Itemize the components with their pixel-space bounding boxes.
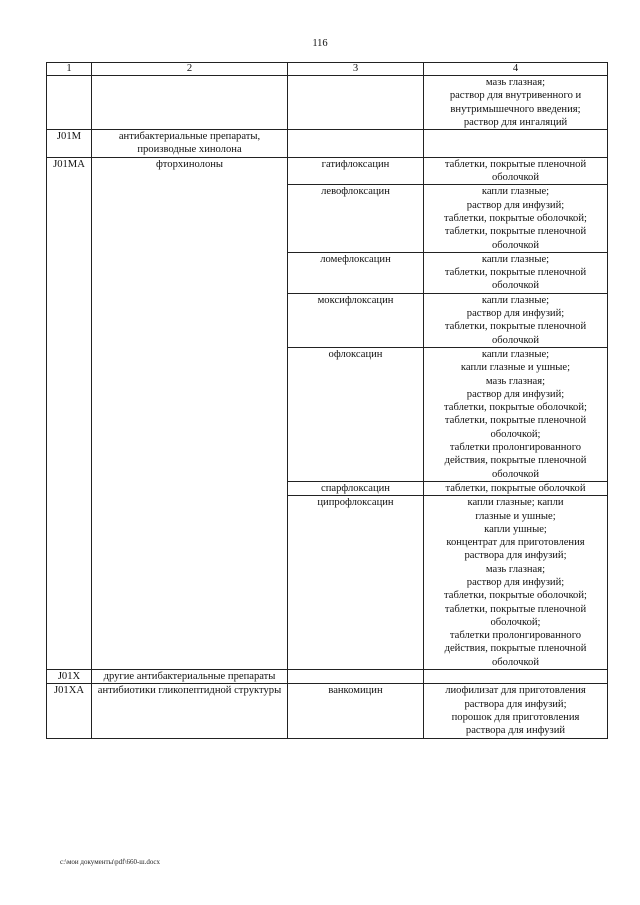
drug-name-cell: офлоксацин [288, 347, 424, 481]
dosage-form-line: мазь глазная; [485, 563, 546, 575]
column-header: 4 [424, 63, 608, 76]
dosage-forms-cell [424, 130, 608, 158]
table-header-row [47, 63, 608, 76]
dosage-form-line: таблетки, покрытые пленочной [444, 158, 587, 170]
dosage-forms-cell [424, 76, 608, 130]
dosage-form-line: мазь глазная; [485, 77, 546, 88]
table-row [47, 130, 608, 158]
atc-code-cell [47, 76, 92, 130]
dosage-form-line: таблетки пролонгированного [449, 630, 582, 642]
drug-name-cell [288, 670, 424, 684]
page-number: 116 [312, 38, 328, 49]
dosage-form-line: оболочкой [491, 334, 540, 346]
footer-file-path: c:\мои документы\pdf\660-ш.docx [60, 858, 161, 866]
dosage-form-line: раствор для инфузий; [466, 388, 565, 400]
dosage-form-line: капли глазные; [481, 294, 550, 306]
drug-table [46, 62, 608, 739]
dosage-form-line: оболочкой [491, 172, 540, 184]
dosage-forms-cell [424, 496, 608, 670]
table-row [47, 670, 608, 684]
dosage-form-line: мазь глазная; [485, 375, 546, 387]
drug-name-cell: гатифлоксацин [288, 157, 424, 185]
dosage-form-line: раствор для ингаляций [463, 116, 568, 128]
dosage-form-line: лиофилизат для приготовления [445, 685, 586, 697]
column-header: 2 [92, 63, 288, 76]
dosage-form-line: капли ушные; [484, 523, 547, 535]
drug-name-cell: ломефлоксацин [288, 252, 424, 293]
column-header: 3 [288, 63, 424, 76]
dosage-form-line: оболочкой; [490, 428, 541, 440]
dosage-forms-cell [424, 670, 608, 684]
dosage-forms-cell [424, 185, 608, 252]
drug-name-cell: левофлоксацин [288, 185, 424, 252]
column-header: 1 [47, 63, 92, 76]
drug-name-cell [288, 76, 424, 130]
dosage-form-line: капли глазные; капли [467, 497, 564, 509]
dosage-form-line: внутримышечного введения; [450, 103, 581, 115]
atc-code-cell: J01M [47, 130, 92, 158]
dosage-form-line: таблетки, покрытые пленочной [444, 415, 587, 427]
dosage-form-line: глазные и ушные; [475, 510, 556, 522]
dosage-form-line: таблетки, покрытые пленочной [444, 321, 587, 333]
dosage-form-line: таблетки пролонгированного [449, 442, 582, 454]
dosage-form-line: таблетки, покрытые оболочкой; [444, 212, 587, 224]
dosage-form-line: капли глазные; [481, 186, 550, 198]
dosage-form-line: раствора для инфузий [465, 725, 566, 737]
dosage-forms-cell [424, 347, 608, 481]
dosage-form-line: раствор для инфузий; [466, 576, 565, 588]
dosage-form-line: оболочкой [491, 468, 540, 480]
dosage-form-line: таблетки, покрытые пленочной [444, 603, 587, 615]
dosage-form-line: таблетки, покрытые пленочной [444, 267, 587, 279]
group-name-cell: фторхинолоны [92, 157, 288, 669]
dosage-form-line: порошок для приготовления [451, 711, 580, 723]
dosage-forms-cell [424, 252, 608, 293]
dosage-form-line: раствор для инфузий; [466, 199, 565, 211]
table-row [47, 684, 608, 738]
dosage-forms-cell [424, 481, 608, 495]
dosage-form-line: таблетки, покрытые оболочкой; [444, 402, 587, 414]
dosage-form-line: оболочкой [491, 280, 540, 292]
dosage-form-line: таблетки, покрытые оболочкой [445, 482, 586, 494]
group-name-cell: антибиотики гликопептидной структуры [92, 684, 288, 738]
dosage-forms-cell [424, 293, 608, 347]
atc-code-cell: J01MA [47, 157, 92, 669]
dosage-forms-cell [424, 684, 608, 738]
drug-name-cell: спарфлоксацин [288, 481, 424, 495]
dosage-form-line: таблетки, покрытые оболочкой; [444, 590, 587, 602]
dosage-form-line: раствор для внутривенного и [449, 90, 582, 102]
dosage-form-line: раствор для инфузий; [466, 308, 565, 320]
drug-name-cell: моксифлоксацин [288, 293, 424, 347]
atc-code-cell: J01X [47, 670, 92, 684]
dosage-form-line: раствора для инфузий; [464, 698, 567, 710]
group-name-cell: другие антибактериальные препараты [92, 670, 288, 684]
dosage-form-line: оболочкой [491, 656, 540, 668]
dosage-form-line: оболочкой; [490, 616, 541, 628]
dosage-form-line: раствора для инфузий; [464, 550, 567, 562]
table-row [47, 157, 608, 185]
dosage-form-line: действия, покрытые пленочной [444, 455, 587, 467]
atc-code-cell: J01XA [47, 684, 92, 738]
dosage-forms-cell [424, 157, 608, 185]
drug-name-cell [288, 130, 424, 158]
group-name-cell: антибактериальные препараты, производные хинолона [92, 130, 288, 158]
drug-name-cell: ципрофлоксацин [288, 496, 424, 670]
dosage-form-line: таблетки, покрытые пленочной [444, 226, 587, 238]
dosage-form-line: концентрат для приготовления [446, 537, 585, 549]
group-name-cell [92, 76, 288, 130]
dosage-form-line: капли глазные; [481, 253, 550, 265]
drug-name-cell: ванкомицин [288, 684, 424, 738]
dosage-form-line: капли глазные и ушные; [460, 362, 571, 374]
dosage-form-line: действия, покрытые пленочной [444, 643, 587, 655]
dosage-form-line: капли глазные; [481, 348, 550, 360]
dosage-form-line: оболочкой [491, 239, 540, 251]
table-row [47, 76, 608, 130]
